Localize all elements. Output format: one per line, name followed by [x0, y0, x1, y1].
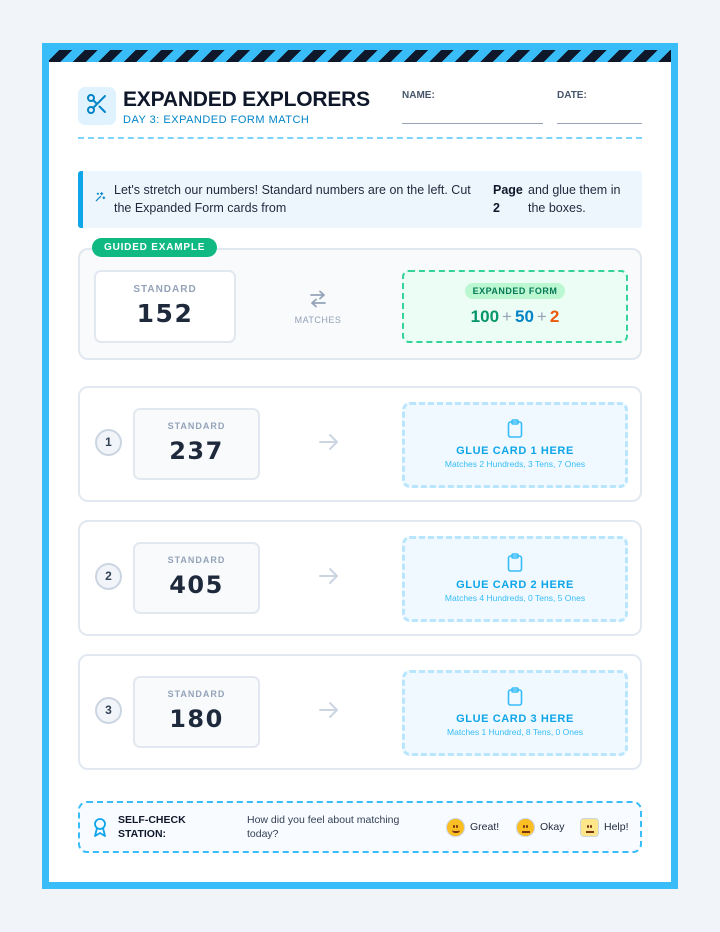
- self-check-question: How did you feel about matching today?: [247, 814, 400, 840]
- feeling-option-okay[interactable]: [516, 817, 565, 837]
- name-field[interactable]: [402, 123, 543, 124]
- guided-example-panel: [78, 248, 642, 360]
- standard-card: [133, 676, 260, 748]
- task-number: 3: [95, 697, 122, 724]
- instruction-callout: [78, 171, 642, 228]
- date-field[interactable]: [557, 123, 642, 124]
- option-label: Great!: [470, 821, 500, 833]
- standard-label: STANDARD: [133, 284, 197, 295]
- neutral-face-icon: [516, 818, 535, 837]
- feeling-option-great[interactable]: [446, 817, 499, 837]
- matches-indicator: [283, 290, 353, 325]
- glue-drop-zone[interactable]: [402, 536, 628, 622]
- swap-arrows-icon: [308, 295, 328, 312]
- option-label: Help!: [604, 821, 629, 833]
- worksheet: [42, 43, 678, 889]
- clipboard-icon: [405, 553, 625, 577]
- clipboard-icon: [405, 419, 625, 443]
- glue-drop-zone[interactable]: [402, 402, 628, 488]
- standard-label: STANDARD: [167, 555, 226, 565]
- task-row-1: [78, 386, 642, 502]
- expanded-form-tag: EXPANDED FORM: [465, 283, 566, 299]
- standard-card: [133, 542, 260, 614]
- task-number: 1: [95, 429, 122, 456]
- standard-label: STANDARD: [167, 689, 226, 699]
- task-row-3: [78, 654, 642, 770]
- clipboard-icon: [405, 687, 625, 711]
- raising-hand-icon: [580, 818, 599, 837]
- worksheet-subtitle: DAY 3: EXPANDED FORM MATCH: [123, 114, 310, 126]
- task-row-2: [78, 520, 642, 636]
- standard-card: [133, 408, 260, 480]
- ones-term: 2: [549, 307, 560, 326]
- option-label: Okay: [540, 821, 565, 833]
- logo-badge: [78, 87, 116, 125]
- smiling-face-icon: [446, 818, 465, 837]
- glue-hint: Matches 4 Hundreds, 0 Tens, 5 Ones: [444, 593, 586, 603]
- instruction-page-ref: Page 2: [493, 183, 523, 215]
- scissors-icon: [85, 92, 109, 121]
- example-standard-value: 152: [136, 299, 194, 328]
- ribbon-award-icon: [92, 817, 108, 842]
- plus-sign: +: [502, 307, 512, 326]
- instruction-text: Let's stretch our numbers! Standard numbers are on the left. Cut the Expanded Form cards from: [114, 183, 471, 215]
- plus-sign: +: [536, 307, 547, 326]
- guided-example-tag: GUIDED EXAMPLE: [92, 238, 217, 257]
- feeling-option-help[interactable]: [580, 817, 629, 837]
- glue-drop-zone[interactable]: [402, 670, 628, 756]
- example-standard-card: [94, 270, 236, 343]
- task-number: 2: [95, 563, 122, 590]
- instruction-text-end: and glue them in the boxes.: [528, 183, 621, 215]
- arrow-right-icon: [318, 566, 340, 591]
- arrow-right-icon: [318, 432, 340, 457]
- glue-hint: Matches 2 Hundreds, 3 Tens, 7 Ones: [444, 459, 586, 469]
- date-label: DATE:: [557, 90, 587, 101]
- sparkle-icon: [93, 191, 106, 209]
- standard-value: 405: [169, 571, 224, 599]
- self-check-title: SELF-CHECK STATION:: [118, 814, 186, 840]
- example-expanded-card: [402, 270, 628, 343]
- glue-title: GLUE CARD 1 HERE: [456, 445, 574, 457]
- standard-value: 237: [169, 437, 224, 465]
- standard-label: STANDARD: [167, 421, 226, 431]
- hundreds-term: 100: [470, 307, 500, 326]
- hazard-stripe-border: [49, 50, 671, 62]
- matches-label: MATCHES: [294, 315, 342, 325]
- glue-title: GLUE CARD 2 HERE: [456, 579, 574, 591]
- expanded-equation: [404, 307, 626, 327]
- arrow-right-icon: [318, 700, 340, 725]
- tens-term: 50: [514, 307, 534, 326]
- glue-title: GLUE CARD 3 HERE: [456, 713, 574, 725]
- name-label: NAME:: [402, 90, 435, 101]
- standard-value: 180: [169, 705, 224, 733]
- header-divider: [78, 137, 642, 139]
- glue-hint: Matches 1 Hundred, 8 Tens, 0 Ones: [447, 727, 583, 737]
- self-check-station: [78, 801, 642, 853]
- worksheet-title: EXPANDED EXPLORERS: [123, 88, 370, 111]
